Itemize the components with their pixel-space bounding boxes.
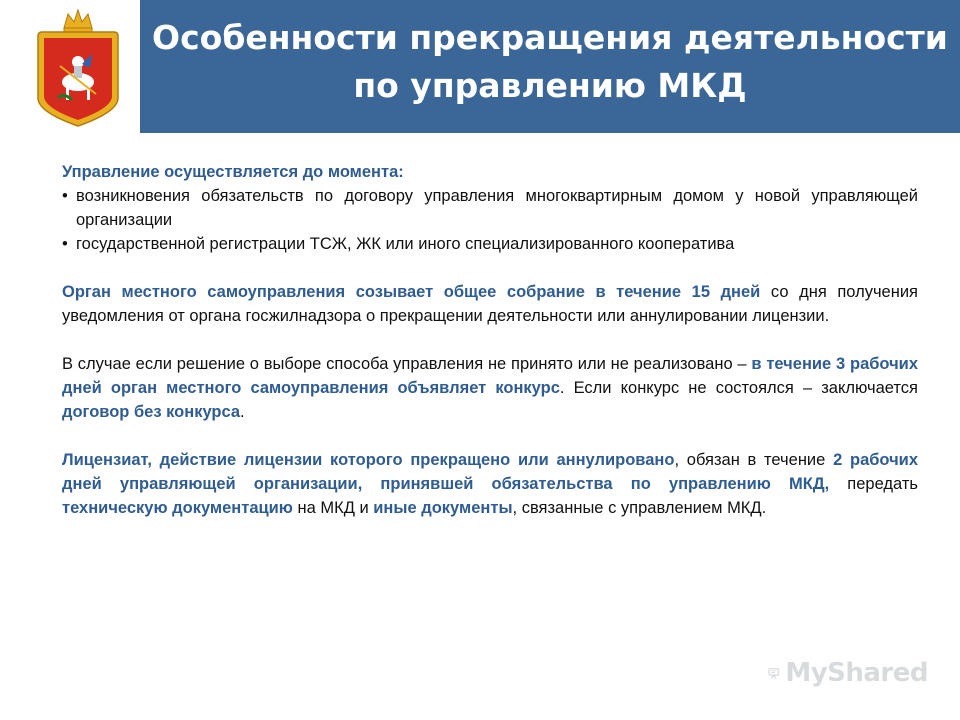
paragraph-contest-text: В случае если решение о выборе способа управления не принято или не реализовано – [62, 355, 752, 373]
paragraph-licensee-text: , обязан в течение [674, 451, 834, 469]
paragraph-assembly-text: со дня получения уведомления от органа госжилнадзора о прекращении деятельности или аннулировании лицензии. [62, 283, 918, 325]
myshared-watermark [768, 656, 928, 690]
paragraph-licensee-emphasis: 2 рабочих дней управляющей организации, принявшей обязательства по управлению МКД, [62, 451, 919, 493]
title-line-2: по управлению МКД [353, 66, 747, 105]
paragraph-licensee-emphasis: иные документы [373, 499, 513, 517]
paragraph-licensee-emphasis: техническую документацию [62, 499, 293, 517]
paragraph-licensee-text: на МКД и [292, 499, 374, 517]
paragraph-licensee-text: передать [829, 475, 918, 493]
list-item: • государственной регистрации ТСЖ, ЖК или иного специализированного кооператива [62, 232, 918, 256]
conditions-list [62, 184, 918, 256]
paragraph-contest-emphasis: договор без конкурса [62, 403, 241, 421]
paragraph-assembly-emphasis: Орган местного самоуправления созывает общее собрание в течение 15 дней [62, 283, 761, 301]
page-title [140, 14, 960, 110]
presentation-board-icon [768, 657, 779, 689]
paragraph-contest-emphasis: в течение 3 рабочих дней орган местного самоуправления объявляет конкурс [62, 355, 918, 397]
paragraph-licensee-emphasis: Лицензиат, действие лицензии которого прекращено или аннулировано [62, 451, 675, 469]
paragraph-contest [62, 352, 918, 424]
watermark-text: MyShared [785, 658, 928, 688]
paragraph-contest-text: . Если конкурс не состоялся – заключается [559, 379, 918, 397]
paragraph-assembly [62, 280, 918, 328]
paragraph-licensee-text: , связанные с управлением МКД. [512, 499, 767, 517]
paragraph-licensee [62, 448, 918, 520]
content-body [62, 160, 918, 520]
list-item: • возникновения обязательств по договору управления многоквартирным домом у новой управляющей организации [62, 184, 918, 232]
intro-heading: Управление осуществляется до момента: [62, 163, 404, 181]
moscow-oblast-emblem-icon [30, 6, 126, 130]
paragraph-contest-text: . [240, 403, 245, 421]
title-line-1: Особенности прекращения деятельности [152, 18, 948, 57]
